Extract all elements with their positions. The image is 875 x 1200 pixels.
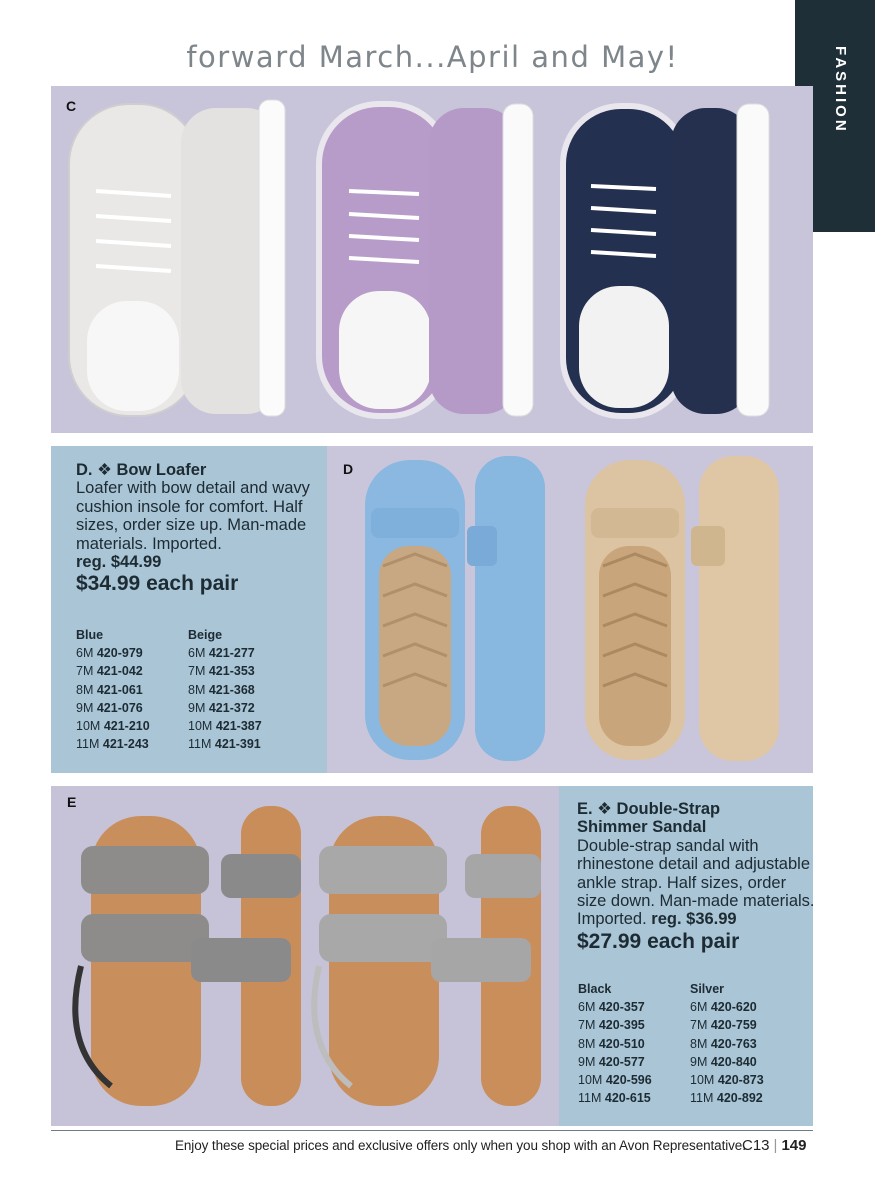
product-info-e [577, 800, 817, 955]
size-row [188, 681, 262, 699]
size: 10M [76, 719, 101, 734]
size: 7M [690, 1018, 708, 1033]
size-table-e-black [578, 980, 652, 1107]
size-row [690, 1071, 764, 1089]
color-heading: Black [578, 982, 612, 996]
size: 11M [578, 1091, 602, 1106]
regular-price: reg. $44.99 [76, 553, 162, 572]
item-code: 420-596 [605, 1073, 652, 1088]
color-heading: Blue [76, 628, 104, 642]
section-code: C13 [742, 1137, 770, 1154]
item-code: 420-979 [96, 646, 143, 661]
size: 7M [76, 664, 94, 679]
product-panel-c [51, 86, 813, 433]
size: 11M [76, 737, 100, 752]
navy-sneaker-pair [563, 104, 769, 416]
item-code: 421-076 [96, 700, 143, 715]
footer-note: Enjoy these special prices and exclusive offers only when you shop with an Avon Representative. [175, 1138, 746, 1153]
item-code: 420-395 [598, 1018, 645, 1033]
loafer-photo[interactable] [327, 446, 813, 773]
item-code: 421-387 [215, 719, 262, 734]
blue-loafer-pair [365, 456, 545, 761]
size: 11M [690, 1091, 714, 1106]
size-row [188, 735, 262, 753]
size-row [578, 1053, 652, 1071]
size: 9M [578, 1054, 596, 1069]
size-row [76, 717, 150, 735]
color-heading: Beige [188, 628, 223, 642]
item-code: 420-873 [717, 1073, 764, 1088]
color-heading: Silver [690, 982, 725, 996]
size: 9M [76, 700, 94, 715]
regular-price: reg. $36.99 [651, 910, 737, 929]
size-row [76, 644, 150, 662]
size-row [690, 1053, 764, 1071]
size-row [578, 998, 652, 1016]
sale-price: $27.99 each pair [577, 929, 740, 953]
product-name-line2: Shimmer Sandal [577, 818, 707, 837]
size-table-d-beige [188, 626, 262, 753]
loafer-illustration [327, 446, 813, 773]
size-row [76, 681, 150, 699]
size-row [578, 1071, 652, 1089]
size: 7M [578, 1018, 596, 1033]
product-name: E. ❖ Double-Strap [577, 800, 721, 818]
product-description: Double-strap sandal with rhinestone detail and adjustable ankle strap. Half sizes, order size down. Man-made materials. Imported. reg. $36.99 [577, 836, 815, 929]
size-row [188, 699, 262, 717]
size-row [188, 717, 262, 735]
item-code: 420-892 [716, 1091, 763, 1106]
size-row [76, 699, 150, 717]
item-code: 421-243 [102, 737, 149, 752]
size: 9M [188, 700, 206, 715]
size-row [578, 1089, 652, 1107]
black-sandal-pair [75, 806, 301, 1106]
size-row [690, 1016, 764, 1034]
item-code: 421-391 [214, 737, 261, 752]
size: 7M [188, 664, 206, 679]
item-code: 421-042 [96, 664, 143, 679]
size: 8M [578, 1036, 596, 1051]
product-letter-d: D [343, 461, 354, 477]
product-name: D. ❖ Bow Loafer [76, 461, 207, 479]
size-row [76, 735, 150, 753]
lavender-sneaker-pair [319, 104, 533, 416]
item-code: 420-510 [598, 1036, 645, 1051]
page-title: forward March...April and May! [186, 40, 679, 74]
sale-price: $34.99 each pair [76, 572, 239, 596]
sneaker-photo[interactable] [51, 86, 813, 433]
size-row [188, 644, 262, 662]
size-table-e-silver [690, 980, 764, 1107]
size: 10M [188, 719, 213, 734]
size-row [690, 1089, 764, 1107]
size: 10M [578, 1073, 603, 1088]
page-number: 149 [781, 1137, 807, 1154]
size: 8M [690, 1036, 708, 1051]
size: 11M [188, 737, 212, 752]
size-row [188, 662, 262, 680]
product-info-d [76, 461, 321, 597]
item-code: 421-277 [208, 646, 255, 661]
product-letter-e: E [67, 794, 77, 810]
white-sneaker-pair [69, 100, 285, 416]
beige-loafer-pair [585, 456, 779, 761]
item-code: 420-620 [710, 1000, 757, 1015]
size: 6M [690, 1000, 708, 1015]
silver-sandal-pair [314, 806, 541, 1106]
size: 8M [76, 682, 94, 697]
item-code: 420-763 [710, 1036, 757, 1051]
product-description: Loafer with bow detail and wavy cushion insole for comfort. Half sizes, order size up. Man-made materials. Imported. [76, 479, 310, 553]
sandal-photo[interactable] [51, 786, 559, 1126]
product-letter-c: C [66, 98, 77, 114]
item-code: 421-368 [208, 682, 255, 697]
size: 6M [578, 1000, 596, 1015]
size-row [690, 1035, 764, 1053]
item-code: 420-759 [710, 1018, 757, 1033]
item-code: 421-353 [208, 664, 255, 679]
size-row [578, 1035, 652, 1053]
item-code: 420-357 [598, 1000, 645, 1015]
size: 6M [76, 646, 94, 661]
item-code: 420-577 [598, 1054, 645, 1069]
size-row [690, 998, 764, 1016]
size: 9M [690, 1054, 708, 1069]
page-reference [742, 1137, 806, 1154]
size-row [578, 1016, 652, 1034]
size: 8M [188, 682, 206, 697]
item-code: 421-061 [96, 682, 143, 697]
size-table-d-blue [76, 626, 150, 753]
item-code: 420-840 [710, 1054, 757, 1069]
section-tab-label: FASHION [832, 46, 849, 134]
size-row [76, 662, 150, 680]
item-code: 420-615 [604, 1091, 651, 1106]
item-code: 421-372 [208, 700, 255, 715]
footer-divider [51, 1130, 813, 1131]
page-divider: | [773, 1137, 778, 1154]
item-code: 421-210 [103, 719, 150, 734]
size: 10M [690, 1073, 715, 1088]
size: 6M [188, 646, 206, 661]
